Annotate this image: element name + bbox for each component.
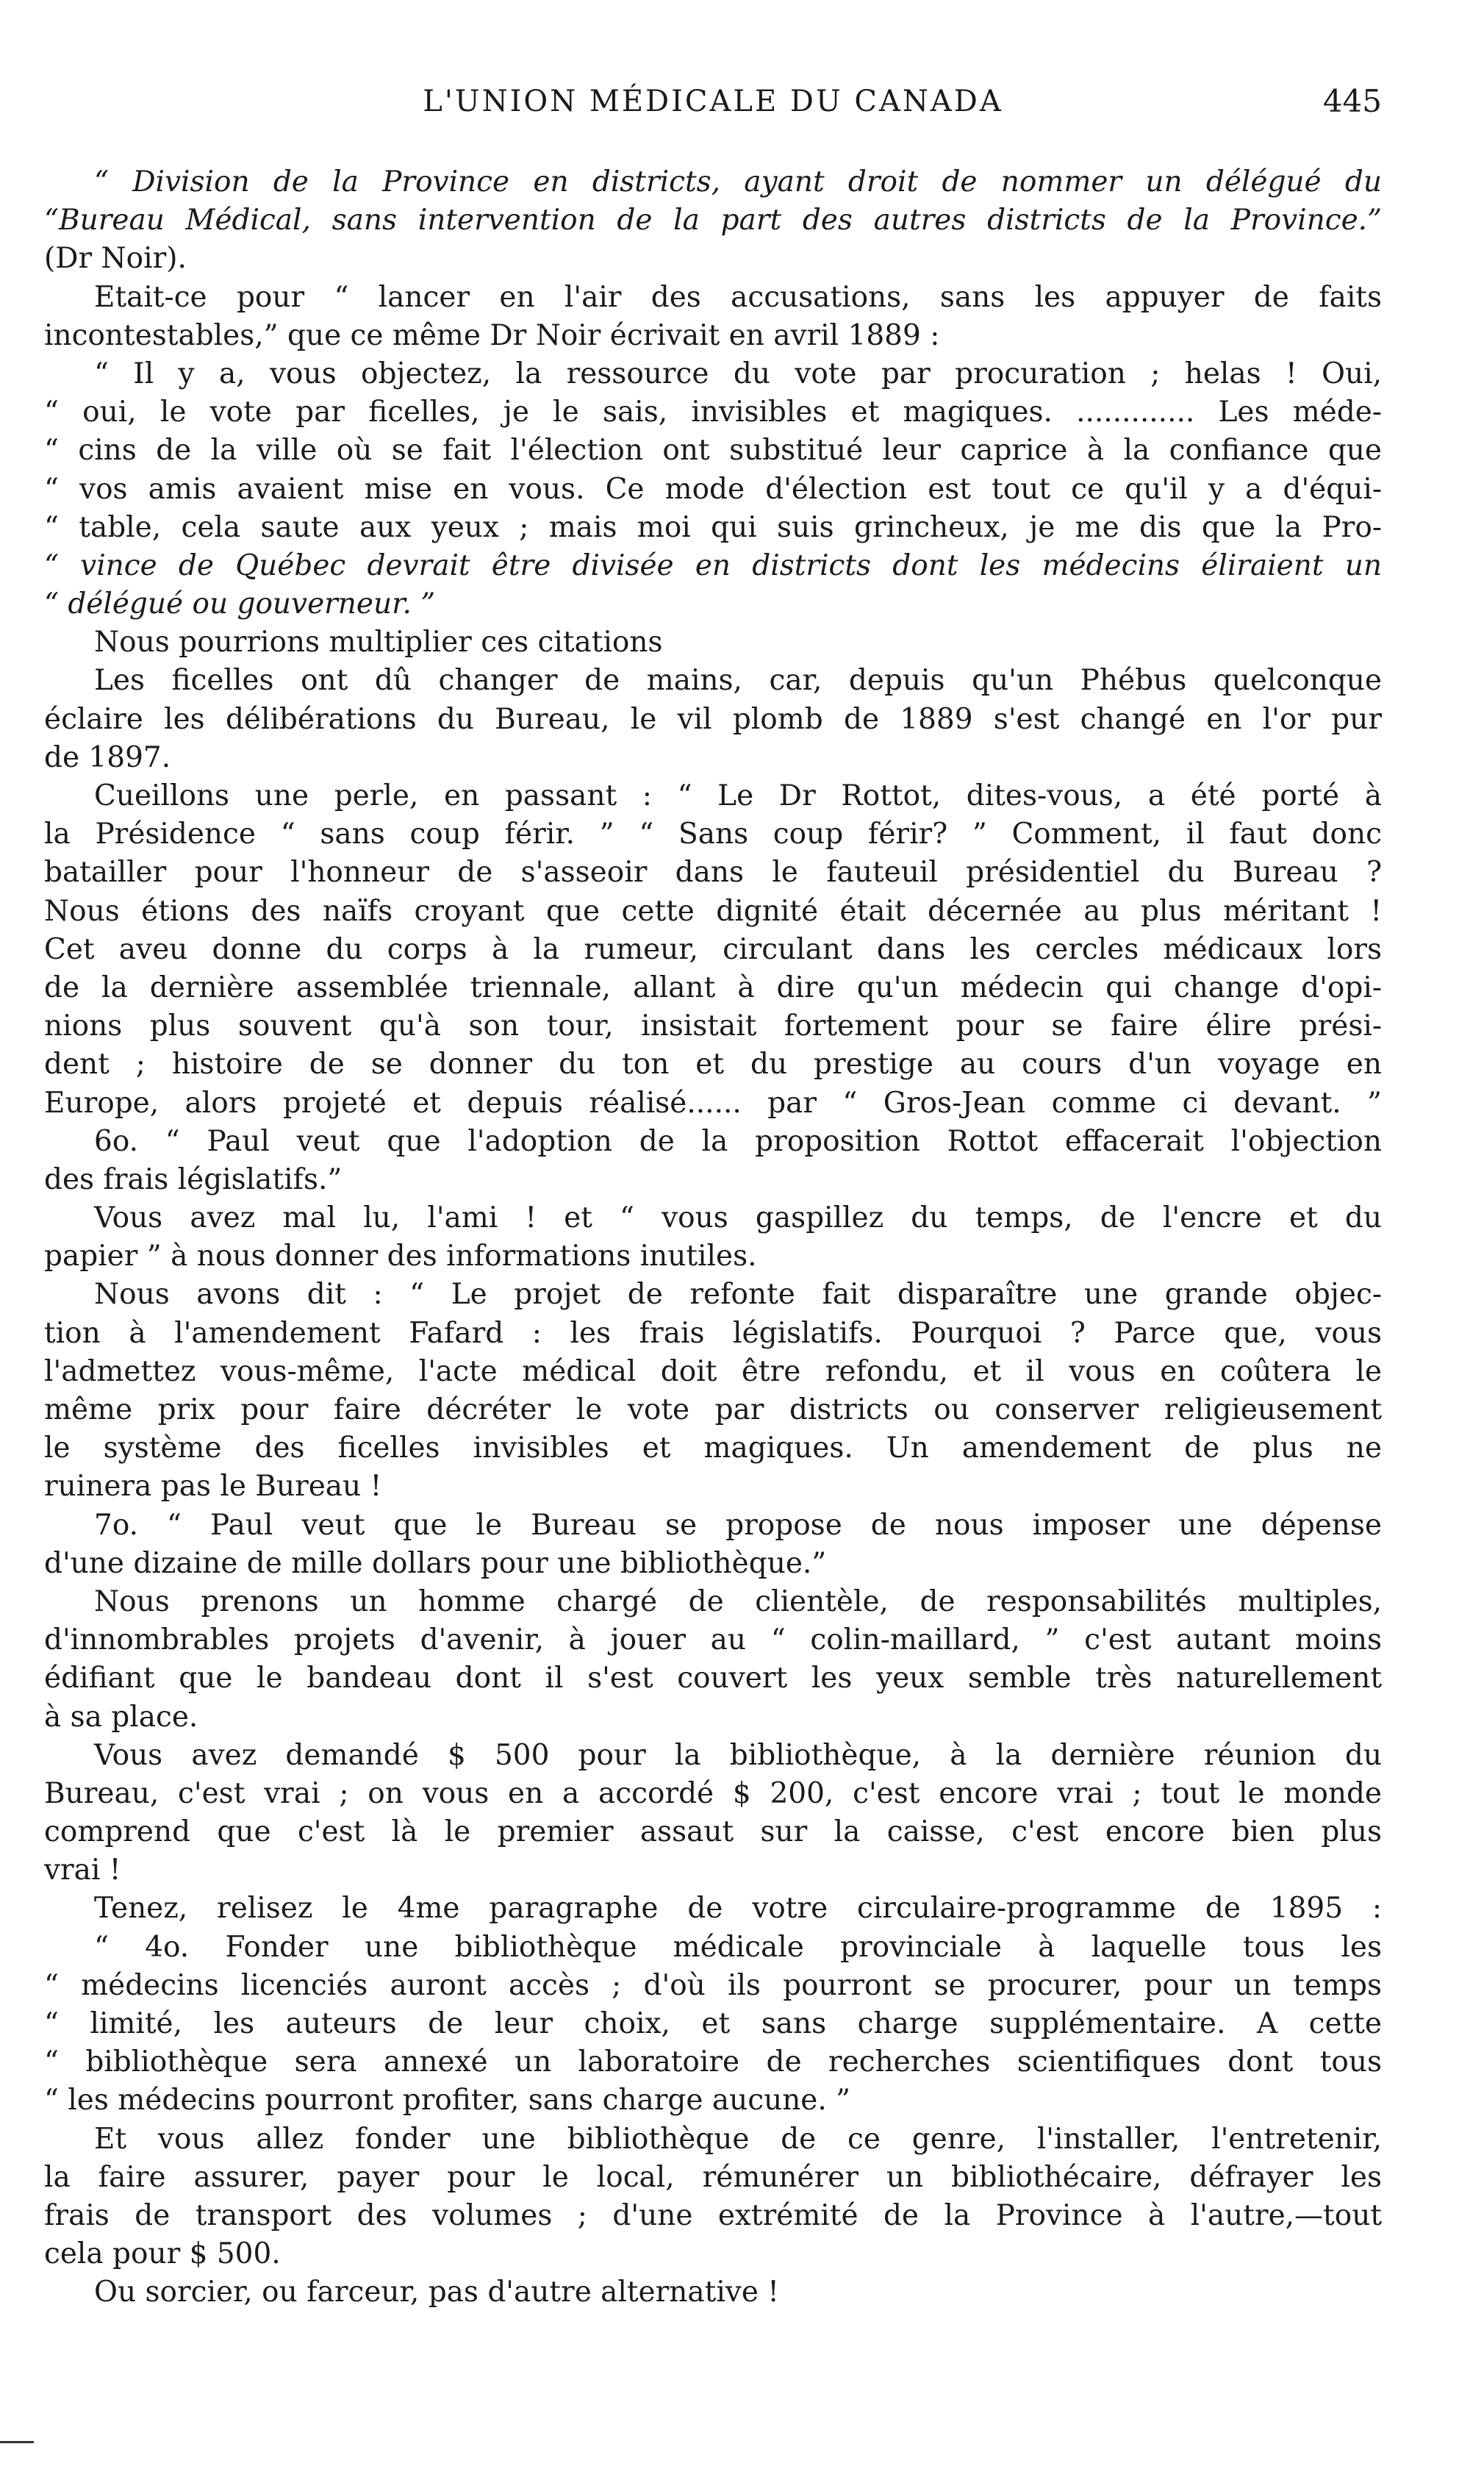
text-line: l'admettez vous-même, l'acte médical doit être refondu, et il vous en coûtera le bbox=[44, 1354, 1382, 1388]
text-line: Nous avons dit : “ Le projet de refonte fait disparaître une grande objec- bbox=[94, 1278, 1382, 1312]
text-line: Vous avez mal lu, l'ami ! et “ vous gaspillez du temps, de l'encre et du bbox=[94, 1201, 1382, 1235]
text-line: “ table, cela saute aux yeux ; mais moi qui suis grincheux, je me dis que la Pro- bbox=[44, 510, 1382, 544]
text-line: Cueillons une perle, en passant : “ Le Dr Rottot, dites-vous, a été porté à bbox=[94, 779, 1382, 812]
text-line: comprend que c'est là le premier assaut sur la caisse, c'est encore bien plus bbox=[44, 1815, 1382, 1849]
running-title: L'UNION MÉDICALE DU CANADA bbox=[423, 85, 1003, 118]
text-line: le système des ficelles invisibles et magiques. Un amendement de plus ne bbox=[44, 1432, 1382, 1465]
text-line: d'innombrables projets d'avenir, à jouer au “ colin-maillard, ” c'est autant moins bbox=[44, 1623, 1382, 1657]
text-line: “ vince de Québec devrait être divisée en districts dont les médecins éliraient un bbox=[44, 548, 1382, 582]
text-line: ruinera pas le Bureau ! bbox=[44, 1470, 382, 1504]
text-line: Europe, alors projeté et depuis réalisé...... par “ Gros-Jean comme ci devant. ” bbox=[44, 1086, 1382, 1120]
text-line: de 1897. bbox=[44, 740, 171, 774]
text-line: édifiant que le bandeau dont il s'est couvert les yeux semble très naturellement bbox=[44, 1662, 1382, 1695]
body-text bbox=[44, 163, 1382, 2312]
text-line: d'une dizaine de mille dollars pour une bibliothèque.” bbox=[44, 1546, 827, 1580]
text-line: “ délégué ou gouverneur. ” bbox=[44, 587, 436, 621]
text-line: Tenez, relisez le 4me paragraphe de votre circulaire-programme de 1895 : bbox=[94, 1892, 1382, 1926]
text-line: “ cins de la ville où se fait l'élection ont substitué leur caprice à la confiance que bbox=[44, 434, 1382, 468]
text-line: même prix pour faire décréter le vote par districts ou conserver religieusement bbox=[44, 1393, 1382, 1426]
text-line: Ou sorcier, ou farceur, pas d'autre alternative ! bbox=[94, 2276, 779, 2309]
text-line: “ médecins licenciés auront accès ; d'où ils pourront se procurer, pour un temps bbox=[44, 1968, 1382, 2002]
text-line: à sa place. bbox=[44, 1700, 198, 1734]
text-line: Bureau, c'est vrai ; on vous en a accordé $ 200, c'est encore vrai ; tout le monde bbox=[44, 1776, 1382, 1810]
text-line: Nous étions des naïfs croyant que cette dignité était décernée au plus méritant ! bbox=[44, 894, 1382, 928]
text-line: papier ” à nous donner des informations inutiles. bbox=[44, 1240, 757, 1273]
text-line: la faire assurer, payer pour le local, rémunérer un bibliothécaire, défrayer les bbox=[44, 2160, 1382, 2194]
text-line: 6o. “ Paul veut que l'adoption de la proposition Rottot effacerait l'objection bbox=[94, 1124, 1382, 1158]
text-line: Nous pourrions multiplier ces citations bbox=[94, 626, 663, 660]
text-line: Vous avez demandé $ 500 pour la bibliothèque, à la dernière réunion du bbox=[94, 1738, 1382, 1772]
text-line: 7o. “ Paul veut que le Bureau se propose de nous imposer une dépense bbox=[94, 1508, 1382, 1542]
text-line: éclaire les délibérations du Bureau, le vil plomb de 1889 s'est changé en l'or pur bbox=[44, 702, 1382, 736]
text-line: “ 4o. Fonder une bibliothèque médicale provinciale à laquelle tous les bbox=[94, 1930, 1382, 1964]
text-line: frais de transport des volumes ; d'une extrémité de la Province à l'autre,—tout bbox=[44, 2198, 1382, 2232]
text-line: incontestables,” que ce même Dr Noir écrivait en avril 1889 : bbox=[44, 318, 940, 352]
text-line: “ bibliothèque sera annexé un laboratoire de recherches scientifiques dont tous bbox=[44, 2045, 1382, 2079]
text-line: batailler pour l'honneur de s'asseoir dans le fauteuil présidentiel du Bureau ? bbox=[44, 856, 1382, 890]
text-line: tion à l'amendement Fafard : les frais législatifs. Pourquoi ? Parce que, vous bbox=[44, 1316, 1382, 1350]
text-line: nions plus souvent qu'à son tour, insistait fortement pour se faire élire prési- bbox=[44, 1009, 1382, 1043]
text-line: Les ficelles ont dû changer de mains, car, depuis qu'un Phébus quelconque bbox=[94, 664, 1382, 698]
text-line: “ vos amis avaient mise en vous. Ce mode d'élection est tout ce qu'il y a d'équi- bbox=[44, 472, 1382, 506]
text-line: “Bureau Médical, sans intervention de la part des autres districts de la Province.” bbox=[44, 204, 1382, 237]
text-line: de la dernière assemblée triennale, allant à dire qu'un médecin qui change d'opi- bbox=[44, 971, 1382, 1004]
text-line: la Présidence “ sans coup férir. ” “ Sans coup férir? ” Comment, il faut donc bbox=[44, 818, 1382, 851]
text-line: “ limité, les auteurs de leur choix, et sans charge supplémentaire. A cette bbox=[44, 2007, 1382, 2040]
text-line: “ Il y a, vous objectez, la ressource du vote par procuration ; helas ! Oui, bbox=[94, 357, 1382, 390]
page-number: 445 bbox=[1322, 83, 1382, 119]
text-line: “ oui, le vote par ficelles, je le sais, invisibles et magiques. ............. Les méde- bbox=[44, 396, 1382, 429]
text-line: “ les médecins pourront profiter, sans charge aucune. ” bbox=[44, 2084, 851, 2117]
text-line: Nous prenons un homme chargé de clientèle, de responsabilités multiples, bbox=[94, 1584, 1382, 1618]
text-line: vrai ! bbox=[44, 1854, 121, 1887]
text-line: dent ; histoire de se donner du ton et du prestige au cours d'un voyage en bbox=[44, 1048, 1382, 1082]
text-line: Cet aveu donne du corps à la rumeur, circulant dans les cercles médicaux lors bbox=[44, 932, 1382, 966]
text-line: cela pour $ 500. bbox=[44, 2237, 281, 2271]
page-header bbox=[44, 79, 1382, 124]
text-line: des frais législatifs.” bbox=[44, 1162, 343, 1196]
text-line: Et vous allez fonder une bibliothèque de ce genre, l'installer, l'entretenir, bbox=[94, 2122, 1382, 2156]
text-line: (Dr Noir). bbox=[44, 242, 187, 276]
text-line: “ Division de la Province en districts, ayant droit de nommer un délégué du bbox=[94, 165, 1382, 199]
footer-rule bbox=[0, 2441, 34, 2443]
text-line: Etait-ce pour “ lancer en l'air des accusations, sans les appuyer de faits bbox=[94, 280, 1382, 314]
